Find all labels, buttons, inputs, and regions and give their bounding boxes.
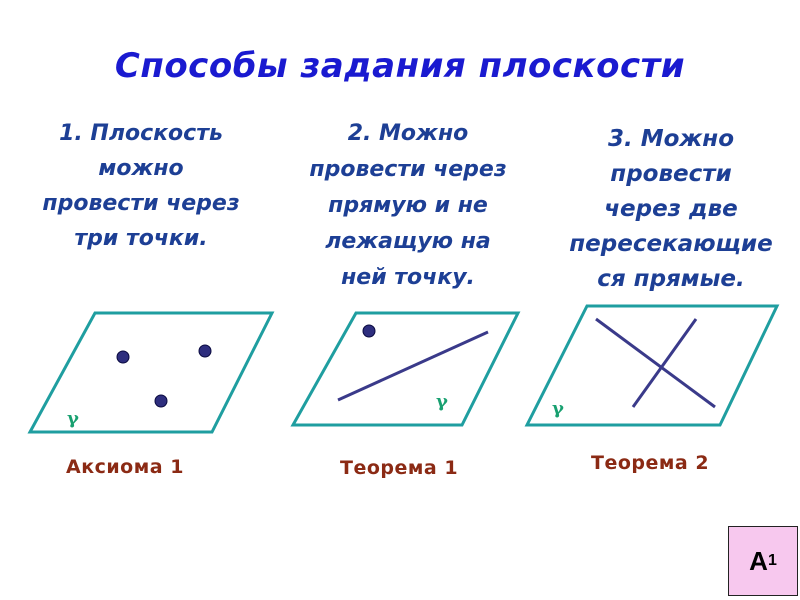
method-1-text: 1. Плоскость можно провести через три точки. [42,121,240,251]
plane-3 [527,306,777,425]
reference-index: 1 [767,552,777,569]
figure-theorem-1 [293,313,518,425]
method-2-text: 2. Можно провести через прямую и не лежащую на ней точку. [309,121,507,290]
line-c [633,319,696,407]
point-b [199,345,211,357]
plane-2-label: γ [436,391,448,412]
slide-title: Способы задания плоскости [114,46,686,86]
point-c [155,395,167,407]
method-3-text: 3. Можно провести через две пересекающие ся прямые. [569,126,773,292]
figure-axiom-1 [30,313,272,432]
caption-theorem-2: Теорема 2 [591,452,710,474]
line-a [338,332,488,400]
reference-button[interactable] [728,526,798,596]
point-a [117,351,129,363]
figure-theorem-2 [527,306,777,425]
line-b [596,319,715,407]
caption-theorem-1: Теорема 1 [340,457,459,479]
point-m [363,325,375,337]
plane-3-label: γ [552,398,564,419]
reference-letter: А [749,545,768,576]
caption-axiom-1: Аксиома 1 [66,456,184,478]
plane-1-label: γ [67,408,79,429]
